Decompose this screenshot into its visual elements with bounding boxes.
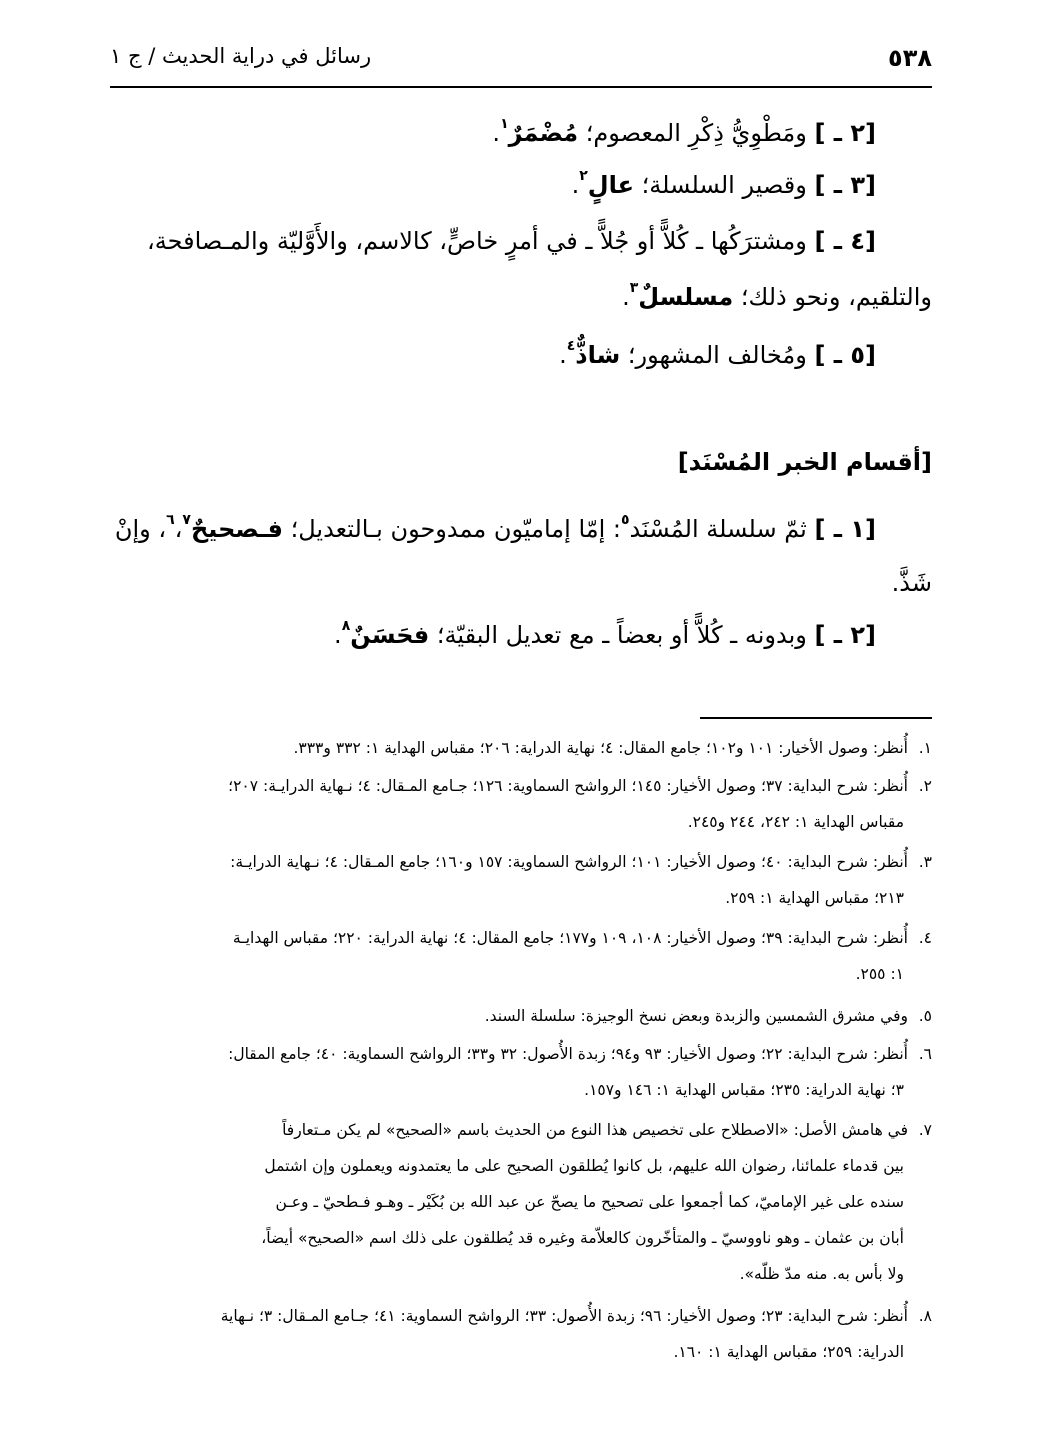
footnote-line: أبان بن عثمان ـ وهو ناووسيّ ـ والمتأخّرون كالعلاّمة وغيره قد يُطلقون على ذلك اسم «الصحيح» أيضاً، xyxy=(261,1229,904,1247)
item-text: وبدونه ـ كُلاًّ أو بعضاً ـ مع تعديل البقيّة؛ xyxy=(436,621,807,649)
footnote-line: ٨.أُنظر: شرح البداية: ٢٣؛ وصول الأخيار: ٩٦؛ زبدة الأُصول: ٣٣؛ الرواشح السماوية: ٤١؛ جـامع المـقال: ٣؛ نـهاية xyxy=(110,1298,932,1334)
running-title: رسائل في دراية الحديث / ج ١ xyxy=(110,44,372,68)
footnote-ref[interactable]: ١ xyxy=(500,116,509,132)
footnote-item xyxy=(110,1036,932,1108)
footnote-line: ١.أُنظر: وصول الأخيار: ١٠١ و١٠٢؛ جامع المقال: ٤؛ نهاية الدراية: ٢٠٦؛ مقباس الهداية ١: ٣٣٢ و٣٣٣. xyxy=(110,730,932,766)
item-number: [٢ ـ ] xyxy=(814,621,876,649)
item-tail: . xyxy=(334,621,342,649)
footnote-item xyxy=(110,768,932,840)
item-tail: . xyxy=(571,171,580,199)
footnote-line: مقباس الهداية ١: ٢٤٢، ٢٤٤ و٢٤٥. xyxy=(687,813,904,831)
footnote-ref[interactable]: ٥ xyxy=(621,512,630,528)
item-text: ومَطْوِيُّ ذِكْرِ المعصوم؛ xyxy=(585,119,807,147)
item-term: شاذٌّ xyxy=(575,341,621,369)
footnote-line: ٥.وفي مشرق الشمسين والزبدة وبعض نسخ الوجيزة: سلسلة السند. xyxy=(110,998,932,1034)
item-tail: . xyxy=(559,341,567,369)
item-line xyxy=(572,156,876,214)
item-term: فـصحيحٌ xyxy=(190,515,283,543)
item-tail: . xyxy=(622,283,630,311)
item-tail: . xyxy=(492,119,501,147)
item-text: والتلقيم، ونحو ذلك؛ xyxy=(740,283,932,311)
item-line xyxy=(334,606,876,664)
item-term: فحَسَنٌ xyxy=(350,621,430,649)
item-line xyxy=(492,104,876,162)
footnote-line: ٧.في هامش الأصل: «الاصطلاح على تخصيص هذا النوع من الحديث باسم «الصحيح» لم يكن مـتعارفاً xyxy=(110,1112,932,1148)
item-line xyxy=(892,554,932,612)
page-header xyxy=(110,40,932,80)
item-text: شَذَّ. xyxy=(891,569,932,597)
page-number: ٥٣٨ xyxy=(888,44,932,72)
footnote-number: ٤. xyxy=(918,929,932,947)
footnote-line: ٤.أُنظر: شرح البداية: ٣٩؛ وصول الأخيار: ١٠٨، ١٠٩ و١٧٧؛ جامع المقال: ٤؛ نهاية الدراية: ٢٢٠؛ مقباس الهدايـة xyxy=(110,920,932,956)
footnote-ref[interactable]: ٧ xyxy=(182,512,191,528)
footnote-number: ٣. xyxy=(918,853,932,871)
footnote-ref[interactable]: ٢ xyxy=(579,168,588,184)
footnote-number: ١. xyxy=(918,739,932,757)
item-line xyxy=(559,326,876,384)
footnote-line: سنده على غير الإماميّ، كما أجمعوا على تصحيح ما يصحّ عن عبد الله بن بُكَيْر ـ وهـو فـطحيّ ـ وعـن xyxy=(275,1193,904,1211)
item-tail: ، وإنْ xyxy=(114,515,167,543)
item-text: ومُخالف المشهور؛ xyxy=(627,341,807,369)
main-text xyxy=(100,104,932,404)
footnote-ref[interactable]: ٦ xyxy=(166,512,175,528)
section-heading: [أقسام الخبر المُسْنَد] xyxy=(677,448,932,476)
item-text: وقصير السلسلة؛ xyxy=(641,171,807,199)
footnote-line: الدراية: ٢٥٩؛ مقباس الهداية ١: ١٦٠. xyxy=(673,1343,904,1361)
item-number: [٤ ـ ] xyxy=(814,227,876,255)
item-text: ومشترَكُها ـ كُلاًّ أو جُلاًّ ـ في أمرٍ خاصٍّ، كالاسم، والأَوَّليّة والمـصافحة، xyxy=(147,227,807,255)
footnote-item xyxy=(110,1112,932,1292)
footnote-number: ٢. xyxy=(918,777,932,795)
item-number: [٣ ـ ] xyxy=(814,171,876,199)
item-line xyxy=(147,212,876,270)
footnote-line: ٢١٣؛ مقباس الهداية ١: ٢٥٩. xyxy=(725,889,904,907)
footnote-item xyxy=(110,730,932,766)
item-text: : إمّا إماميّون ممدوحون بـالتعديل؛ xyxy=(290,515,621,543)
item-line xyxy=(622,268,932,326)
item-number: [٥ ـ ] xyxy=(814,341,876,369)
footnote-number: ٨. xyxy=(918,1307,932,1325)
footnote-line: ولا بأس به. منه مدّ ظلّه». xyxy=(739,1265,904,1283)
item-term: عالٍ xyxy=(587,171,635,199)
footnote-item xyxy=(110,920,932,992)
footnote-ref[interactable]: ٨ xyxy=(341,618,351,634)
footnote-ref[interactable]: ٣ xyxy=(629,280,639,296)
footnote-rule xyxy=(700,717,932,719)
item-number: [١ ـ ] xyxy=(814,515,876,543)
footnote-ref[interactable]: ٤ xyxy=(566,338,576,354)
item-text: ثمّ سلسلة المُسْنَد xyxy=(629,515,807,543)
item-number: [٢ ـ ] xyxy=(814,119,876,147)
footnote-number: ٧. xyxy=(918,1121,932,1139)
footnote-item xyxy=(110,998,932,1034)
footnote-line: ٢.أُنظر: شرح البداية: ٣٧؛ وصول الأخيار: ١٤٥؛ الرواشح السماوية: ١٢٦؛ جـامع المـقال: ٤؛ نـهاية الدرايـة: ٢٠٧؛ xyxy=(110,768,932,804)
footnote-line: بين قدماء علمائنا، رضوان الله عليهم، بل كانوا يُطلقون الصحيح على ما يعتمدونه ويعملون وإن اشتمل xyxy=(264,1157,904,1175)
section-text xyxy=(100,500,932,680)
footnote-line: ٦.أُنظر: شرح البداية: ٢٢؛ وصول الأخيار: ٩٣ و٩٤؛ زبدة الأُصول: ٣٢ و٣٣؛ الرواشح السماوية: ٤٠؛ جامع المقال: xyxy=(110,1036,932,1072)
item-line: [١ ـ ] ثمّ سلسلة المُسْنَد$^٥$: إمّا إماميّون ممدوحون بـالتعديل؛ فـصحيحٌ$^٦$،$^٧$، وإنْ xyxy=(114,512,876,543)
footnote-number: ٥. xyxy=(918,1007,932,1025)
footnote-line: ٣.أُنظر: شرح البداية: ٤٠؛ وصول الأخيار: ١٠١؛ الرواشح السماوية: ١٥٧ و١٦٠؛ جامع المـقال: ٤؛ نـهاية الدرايـة: xyxy=(110,844,932,880)
item-term: مُضْمَرٌ xyxy=(508,119,579,147)
footnote-item xyxy=(110,1298,932,1370)
footnote-number: ٦. xyxy=(918,1045,932,1063)
footnote-line: ٣؛ نهاية الدراية: ٢٣٥؛ مقباس الهداية ١: ١٤٦ و١٥٧. xyxy=(584,1081,904,1099)
header-rule xyxy=(110,86,932,88)
item-term: مسلسلٌ xyxy=(638,283,734,311)
footnote-item xyxy=(110,844,932,916)
footnote-line: ١: ٢٥٥. xyxy=(855,965,904,983)
